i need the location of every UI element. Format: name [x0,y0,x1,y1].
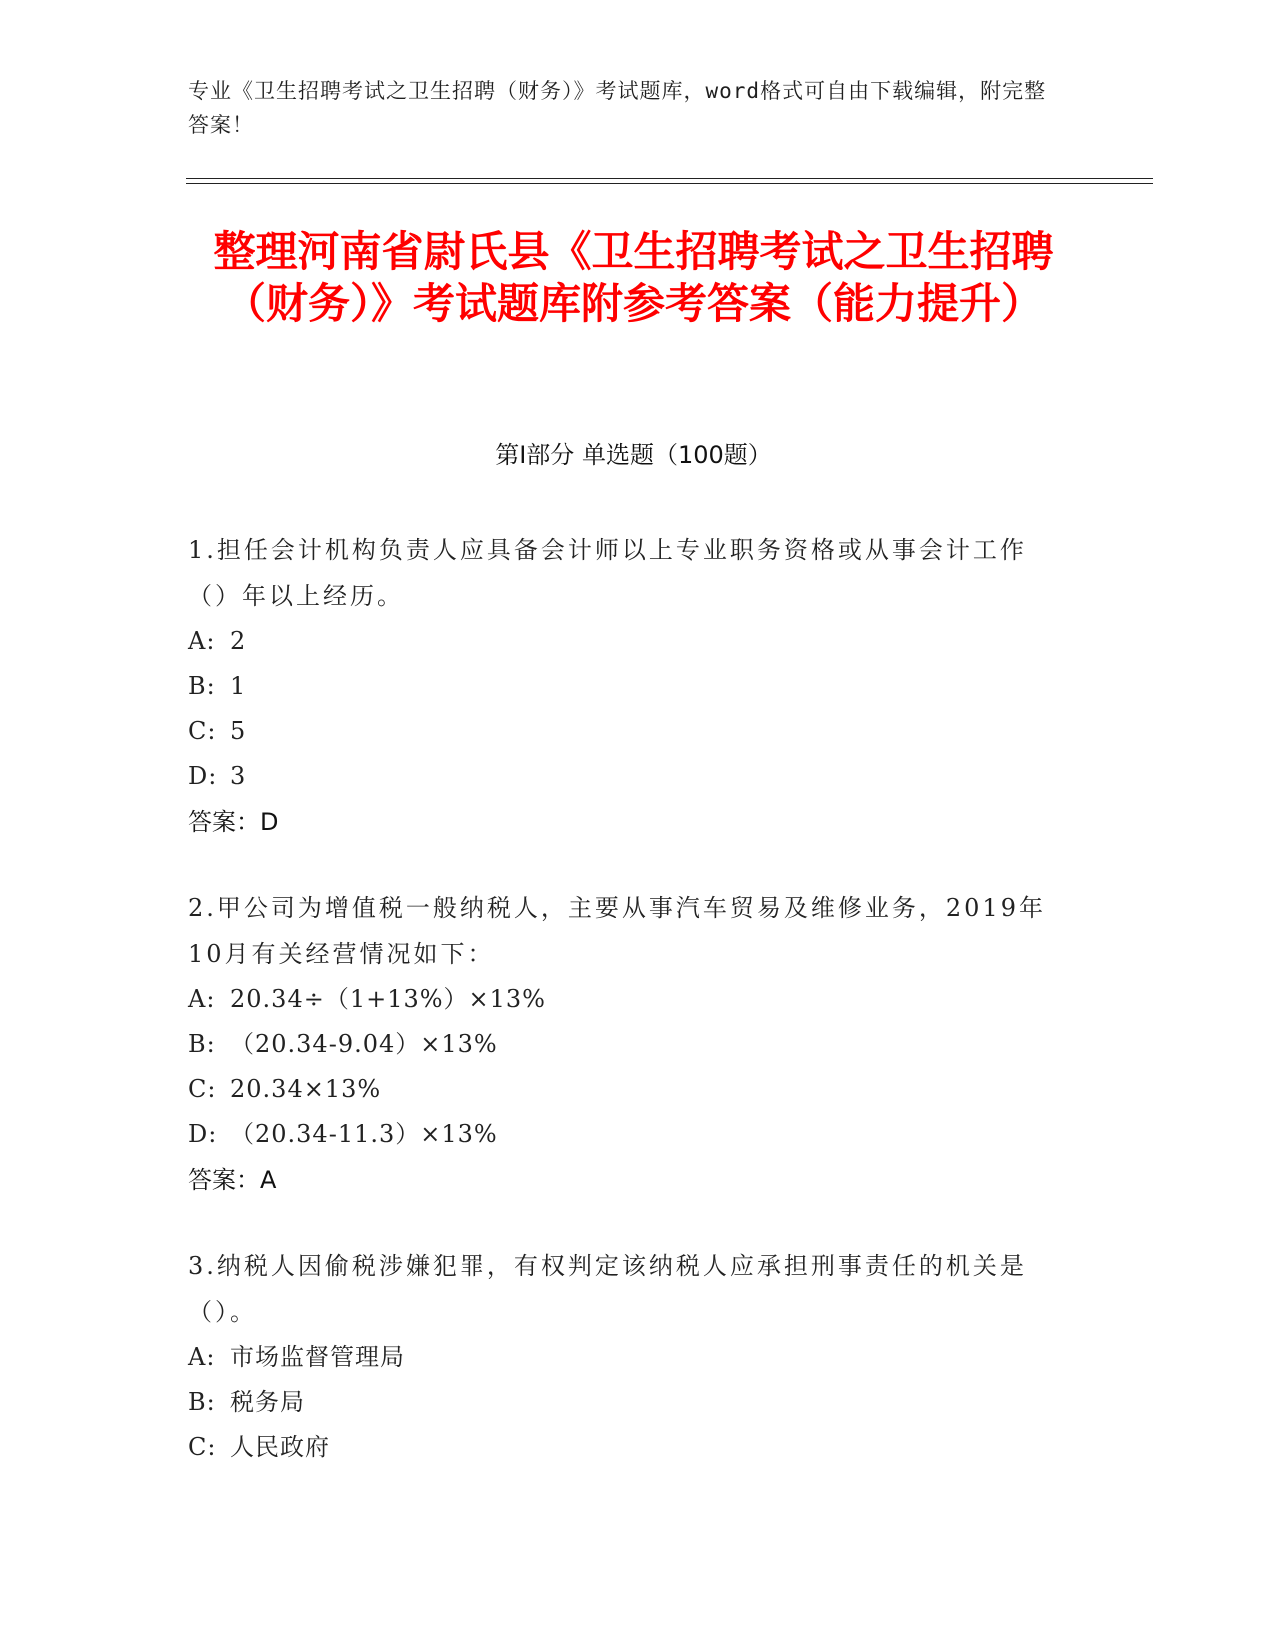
option-key: A: [188,985,216,1013]
answer-label: 答案： [188,808,260,836]
option-text: 人民政府 [230,1433,330,1461]
answer-option-c [188,1067,1068,1112]
question-list [188,527,1068,1510]
answer-option-c [188,1425,1068,1470]
question-item [188,885,1068,1203]
header-divider-top [186,178,1153,179]
document-title: 整理河南省尉氏县《卫生招聘考试之卫生招聘（财务）》考试题库附参考答案（能力提升） [213,227,1054,328]
option-key: A: [188,1343,216,1371]
answer-option-b [188,664,1068,709]
question-stem: 2.甲公司为增值税一般纳税人，主要从事汽车贸易及维修业务，2019年10月有关经营情况如下： [188,894,1046,968]
question-stem: 1.担任会计机构负责人应具备会计师以上专业职务资格或从事会计工作（）年以上经历。 [188,536,1027,610]
option-key: D: [188,1120,218,1148]
section-heading: 第Ⅰ部分 单选题（100题） [495,441,772,469]
answer-option-b [188,1380,1068,1425]
option-text: 20.34÷（1+13%）×13% [230,985,546,1013]
question-stem: 3.纳税人因偷税涉嫌犯罪，有权判定该纳税人应承担刑事责任的机关是（）。 [188,1252,1027,1326]
answer-line [188,1157,1068,1203]
answer-label: 答案： [188,1166,260,1194]
header-note: 专业《卫生招聘考试之卫生招聘（财务）》考试题库，word格式可自由下载编辑，附完整答案！ [188,79,1047,137]
option-text: 2 [230,627,247,655]
answer-value: A [260,1166,277,1194]
answer-option-a [188,1335,1068,1380]
option-key: B: [188,1388,216,1416]
option-text: （20.34-11.3）×13% [230,1120,498,1148]
answer-value: D [260,808,279,836]
answer-line [188,799,1068,845]
question-item [188,527,1068,845]
option-key: C: [188,717,217,745]
answer-option-c [188,709,1068,754]
option-text: 税务局 [230,1388,305,1416]
option-key: A: [188,627,216,655]
option-key: C: [188,1433,217,1461]
option-key: B: [188,672,216,700]
option-text: （20.34-9.04）×13% [230,1030,498,1058]
answer-option-d [188,754,1068,799]
option-key: C: [188,1075,217,1103]
option-text: 5 [230,717,247,745]
option-text: 1 [230,672,247,700]
answer-option-a [188,977,1068,1022]
question-item [188,1243,1068,1470]
answer-option-d [188,1112,1068,1157]
option-key: B: [188,1030,216,1058]
option-text: 市场监督管理局 [230,1343,405,1371]
option-text: 3 [230,762,247,790]
option-key: D: [188,762,218,790]
header-divider-bottom [186,183,1153,184]
option-text: 20.34×13% [230,1075,382,1103]
answer-option-b [188,1022,1068,1067]
answer-option-a [188,619,1068,664]
